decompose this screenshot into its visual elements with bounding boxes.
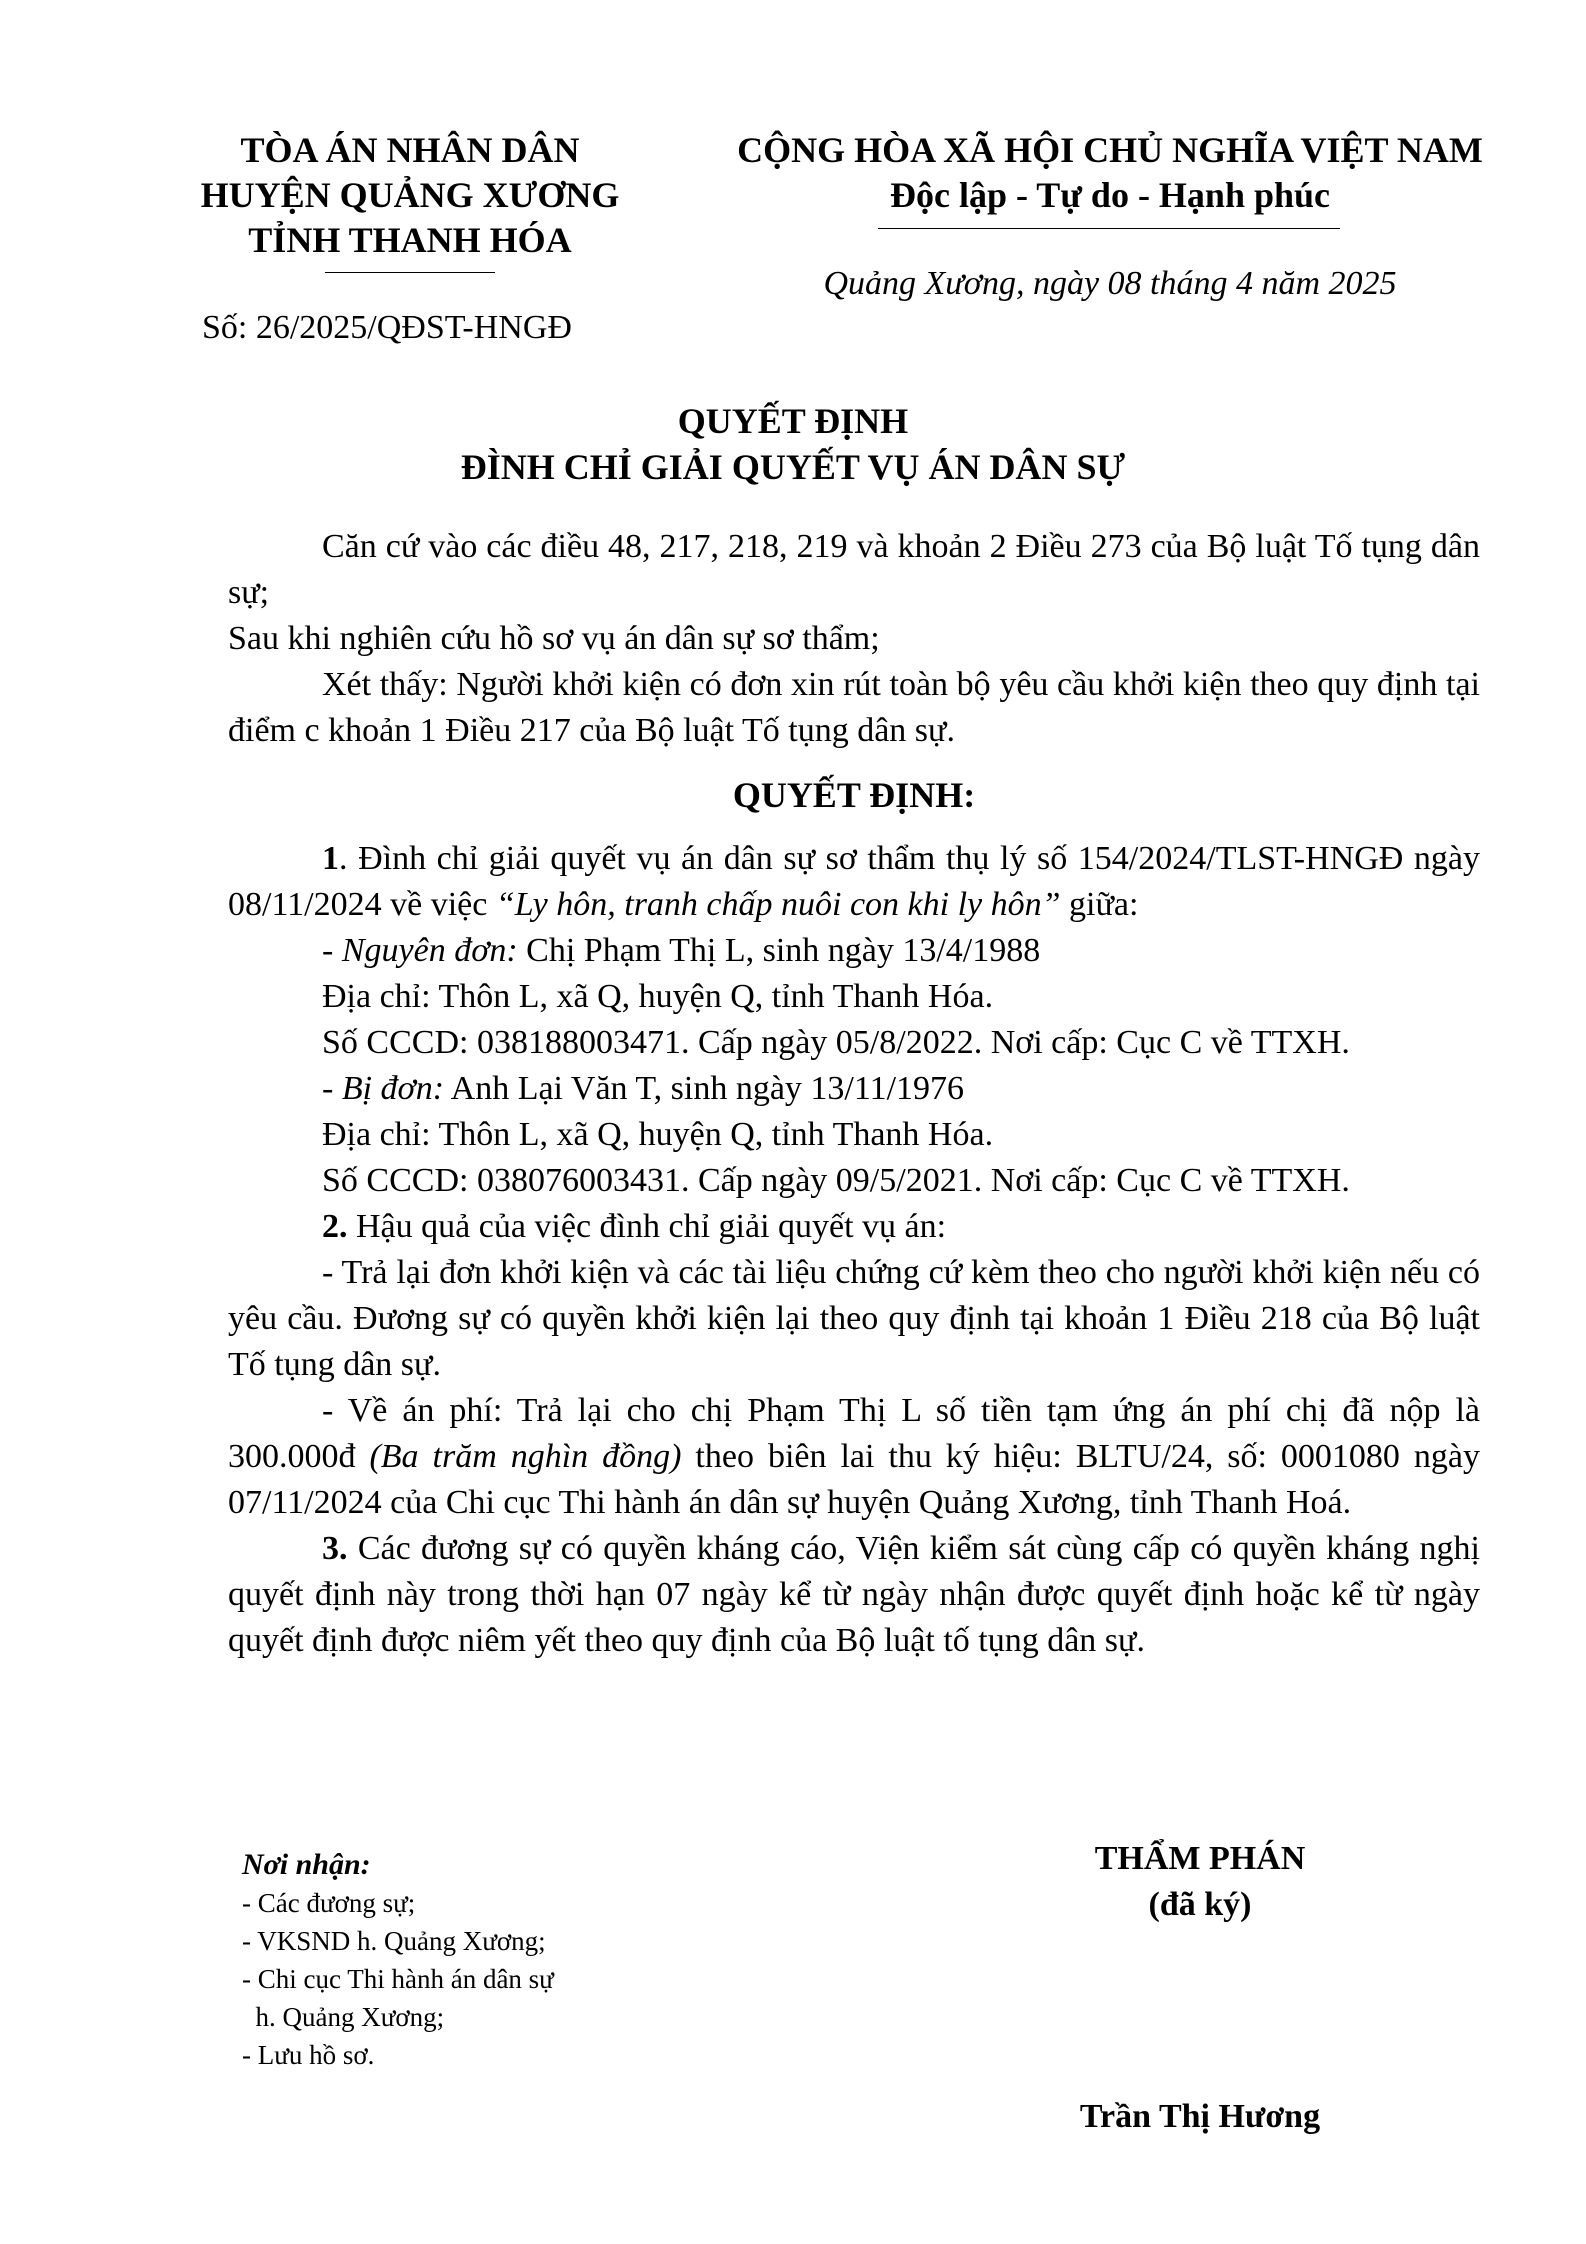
defendant-label: Bị đơn: bbox=[341, 1070, 445, 1107]
national-name: CỘNG HÒA XÃ HỘI CHỦ NGHĨA VIỆT NAM bbox=[737, 130, 1483, 170]
plaintiff-address: Địa chỉ: Thôn L, xã Q, huyện Q, tỉnh Thanh Hóa. bbox=[322, 978, 994, 1015]
document-number: Số: 26/2025/QĐST-HNGĐ bbox=[202, 309, 572, 346]
court-fee-text-a: - Về án phí: Trả lại cho chị Phạm Thị L số tiền tạm ứng án phí chị đã nộp là 300.000đ bbox=[228, 1392, 1480, 1475]
national-motto: Độc lập - Tự do - Hạnh phúc bbox=[889, 175, 1331, 215]
document-body bbox=[228, 524, 1480, 1664]
item-1 bbox=[228, 836, 1480, 928]
item-2-court-fee bbox=[228, 1388, 1480, 1526]
plaintiff-info: Chị Phạm Thị L, sinh ngày 13/4/1988 bbox=[517, 932, 1041, 969]
recipient-item: - Các đương sự; bbox=[242, 1888, 416, 1918]
item-3-number: 3. bbox=[322, 1530, 348, 1567]
defendant-line: - Bị đơn: Anh Lại Văn T, sinh ngày 13/11/1976 bbox=[322, 1070, 965, 1107]
title-line-2: ĐÌNH CHỈ GIẢI QUYẾT VỤ ÁN DÂN SỰ bbox=[460, 447, 1126, 487]
national-header-rule bbox=[878, 228, 1340, 229]
preamble-review: Sau khi nghiên cứu hồ sơ vụ án dân sự sơ thẩm; bbox=[228, 620, 880, 657]
signature-block bbox=[980, 1836, 1420, 1928]
signature-status: (đã ký) bbox=[1148, 1886, 1252, 1923]
recipient-item: h. Quảng Xương; bbox=[242, 2002, 445, 2032]
item-1-case-subject: “Ly hôn, tranh chấp nuôi con khi ly hôn” bbox=[495, 886, 1061, 923]
recipients-block bbox=[242, 1846, 762, 2074]
court-district: HUYỆN QUẢNG XƯƠNG bbox=[200, 175, 620, 215]
plaintiff-label: Nguyên đơn: bbox=[341, 932, 518, 969]
plaintiff-line: - Nguyên đơn: Chị Phạm Thị L, sinh ngày 13/4/1988 bbox=[322, 932, 1041, 969]
preamble-finding: Xét thấy: Người khởi kiện có đơn xin rút toàn bộ yêu cầu khởi kiện theo quy định tại điểm c khoản 1 Điều 217 của Bộ luật Tố tụng dân sự. bbox=[228, 666, 1480, 749]
recipient-item: - Lưu hồ sơ. bbox=[242, 2040, 375, 2070]
preamble-legal-basis: Căn cứ vào các điều 48, 217, 218, 219 và khoản 2 Điều 273 của Bộ luật Tố tụng dân sự; bbox=[228, 528, 1480, 611]
defendant-address: Địa chỉ: Thôn L, xã Q, huyện Q, tỉnh Thanh Hóa. bbox=[322, 1116, 994, 1153]
recipients-heading: Nơi nhận: bbox=[242, 1848, 371, 1881]
court-header-rule bbox=[325, 272, 495, 273]
item-1-text-b: giữa: bbox=[1060, 886, 1139, 923]
recipient-item: - Chi cục Thi hành án dân sự bbox=[242, 1964, 554, 1994]
court-header bbox=[170, 128, 650, 263]
item-3-text: Các đương sự có quyền kháng cáo, Viện kiểm sát cùng cấp có quyền kháng nghị quyết định này trong thời hạn 07 ngày kể từ ngày nhận được quyết định hoặc kể từ ngày quyết định được niêm yết theo quy định của Bộ luật tố tụng dân sự. bbox=[228, 1530, 1480, 1659]
item-2-number: 2. bbox=[322, 1208, 348, 1245]
item-3 bbox=[228, 1526, 1480, 1664]
title-line-1: QUYẾT ĐỊNH bbox=[677, 401, 909, 441]
document-title bbox=[0, 398, 1586, 490]
court-name: TÒA ÁN NHÂN DÂN bbox=[240, 130, 580, 170]
issue-date: Quảng Xương, ngày 08 tháng 4 năm 2025 bbox=[823, 265, 1397, 302]
national-header bbox=[700, 128, 1520, 218]
defendant-info: Anh Lại Văn T, sinh ngày 13/11/1976 bbox=[444, 1070, 965, 1107]
court-fee-text-b: theo biên lai thu ký hiệu: BLTU/24, số: 0001080 ngày 07/11/2024 của Chi cục Thi hành án dân sự huyện Quảng Xương, tỉnh Thanh Hoá. bbox=[228, 1438, 1480, 1521]
court-fee-amount-words: (Ba trăm nghìn đồng) bbox=[369, 1438, 682, 1475]
item-2 bbox=[228, 1204, 1480, 1250]
decision-heading: QUYẾT ĐỊNH: bbox=[732, 775, 976, 815]
recipient-item: - VKSND h. Quảng Xương; bbox=[242, 1926, 546, 1956]
item-1-number: 1 bbox=[322, 840, 339, 877]
plaintiff-id: Số CCCD: 038188003471. Cấp ngày 05/8/2022. Nơi cấp: Cục C về TTXH. bbox=[322, 1024, 1350, 1061]
signer-role: THẨM PHÁN bbox=[1094, 1840, 1306, 1877]
item-2-return-documents: - Trả lại đơn khởi kiện và các tài liệu chứng cứ kèm theo cho người khởi kiện nếu có yêu cầu. Đương sự có quyền khởi kiện lại theo quy định tại khoản 1 Điều 218 của Bộ luật Tố tụng dân sự. bbox=[228, 1254, 1480, 1383]
defendant-id: Số CCCD: 038076003431. Cấp ngày 09/5/2021. Nơi cấp: Cục C về TTXH. bbox=[322, 1162, 1350, 1199]
court-province: TỈNH THANH HÓA bbox=[248, 220, 572, 260]
item-1-text-a: . Đình chỉ giải quyết vụ án dân sự sơ thẩm thụ lý số 154/2024/TLST-HNGĐ ngày 08/11/2024 về việc bbox=[228, 840, 1480, 923]
signer-name: Trần Thị Hương bbox=[1079, 2098, 1321, 2135]
item-2-heading: Hậu quả của việc đình chỉ giải quyết vụ án: bbox=[347, 1208, 947, 1245]
